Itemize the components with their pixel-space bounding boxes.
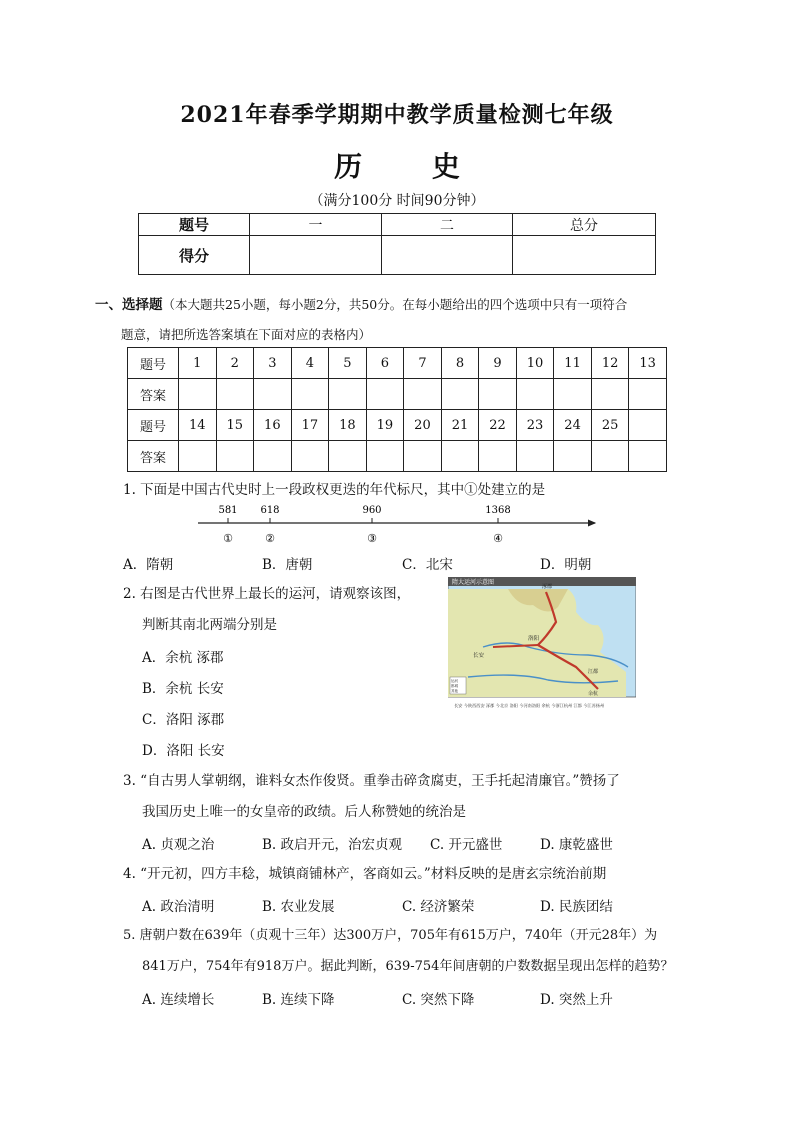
question-number-cell bbox=[629, 410, 667, 441]
answer-cell[interactable] bbox=[216, 441, 254, 472]
q2-option-a[interactable]: A．余杭 涿郡 bbox=[142, 650, 224, 666]
answer-cell[interactable] bbox=[291, 441, 329, 472]
score-header-no: 题号 bbox=[139, 214, 250, 236]
exam-info: （满分100分 时间90分钟） bbox=[309, 193, 485, 209]
map-legend-capital: 都城 bbox=[451, 684, 458, 688]
question-number-cell: 18 bbox=[329, 410, 367, 441]
score-cell[interactable] bbox=[382, 236, 513, 275]
q4-option-b[interactable]: B. 农业发展 bbox=[262, 899, 335, 915]
answer-cell[interactable] bbox=[516, 379, 554, 410]
question-number-cell: 13 bbox=[629, 348, 667, 379]
score-row-label: 得分 bbox=[139, 236, 250, 275]
timeline-year: 618 bbox=[260, 505, 280, 516]
q1-option-d[interactable]: D．明朝 bbox=[540, 557, 592, 573]
map-title: 隋大运河示意图 bbox=[452, 579, 495, 586]
question-number-cell: 14 bbox=[179, 410, 217, 441]
timeline-marker: ③ bbox=[367, 532, 377, 545]
q3-option-d[interactable]: D. 康乾盛世 bbox=[540, 837, 613, 853]
answer-cell[interactable] bbox=[516, 441, 554, 472]
q2-stem-line1: 2. 右图是古代世界上最长的运河，请观察该图， bbox=[123, 586, 411, 602]
answer-cell[interactable] bbox=[179, 441, 217, 472]
score-header-total: 总分 bbox=[513, 214, 656, 236]
question-number-cell: 3 bbox=[254, 348, 292, 379]
q5-option-b[interactable]: B. 连续下降 bbox=[262, 992, 335, 1008]
timeline-year: 960 bbox=[362, 505, 382, 516]
question-number-cell: 7 bbox=[404, 348, 442, 379]
map-label-luoyang: 洛阳 bbox=[528, 636, 540, 642]
question-number-cell: 6 bbox=[366, 348, 404, 379]
section1-instructions bbox=[95, 290, 715, 350]
answer-cell[interactable] bbox=[404, 379, 442, 410]
q3-option-a[interactable]: A. 贞观之治 bbox=[142, 837, 215, 853]
answer-cell[interactable] bbox=[216, 379, 254, 410]
map-legend-other: 其他 bbox=[451, 689, 458, 693]
q5-option-c[interactable]: C. 突然下降 bbox=[402, 992, 475, 1008]
answer-cell[interactable] bbox=[591, 441, 629, 472]
answer-cell[interactable] bbox=[366, 441, 404, 472]
answer-cell[interactable] bbox=[629, 379, 667, 410]
answer-cell[interactable] bbox=[554, 379, 592, 410]
q3-stem-line2: 我国历史上唯一的女皇帝的政绩。后人称赞她的统治是 bbox=[142, 804, 466, 820]
q2-option-b[interactable]: B．余杭 长安 bbox=[142, 681, 224, 697]
answer-label-no: 题号 bbox=[128, 348, 179, 379]
question-number-cell: 1 bbox=[179, 348, 217, 379]
question-number-cell: 5 bbox=[329, 348, 367, 379]
q1-timeline bbox=[190, 500, 610, 548]
subject-title: 历 史 bbox=[334, 150, 490, 183]
score-header-part2: 二 bbox=[382, 214, 513, 236]
answer-cell[interactable] bbox=[254, 379, 292, 410]
question-number-cell: 19 bbox=[366, 410, 404, 441]
timeline-year: 581 bbox=[218, 505, 238, 516]
q5-stem-line1: 5. 唐朝户数在639年（贞观十三年）达300万户，705年有615万户，740年（开元28年）为 bbox=[123, 928, 658, 943]
q5-stem-line2: 841万户，754年有918万户。据此判断，639-754年间唐朝的户数数据呈现出怎样的趋势？ bbox=[142, 959, 674, 974]
answer-cell[interactable] bbox=[404, 441, 442, 472]
answer-cell[interactable] bbox=[329, 379, 367, 410]
question-number-cell: 21 bbox=[441, 410, 479, 441]
map-notes: 长安 今陕西西安 涿郡 今北京 洛阳 今河南洛阳 余杭 今浙江杭州 江都 今江苏扬州 bbox=[454, 703, 605, 708]
answer-table bbox=[127, 347, 667, 472]
question-number-cell: 24 bbox=[554, 410, 592, 441]
q4-option-a[interactable]: A. 政治清明 bbox=[142, 899, 215, 915]
timeline-marker: ④ bbox=[493, 532, 503, 545]
q2-option-c[interactable]: C．洛阳 涿郡 bbox=[142, 712, 225, 728]
score-cell[interactable] bbox=[513, 236, 656, 275]
question-number-cell: 16 bbox=[254, 410, 292, 441]
question-number-cell: 23 bbox=[516, 410, 554, 441]
answer-cell[interactable] bbox=[479, 379, 517, 410]
question-number-cell: 12 bbox=[591, 348, 629, 379]
question-number-cell: 22 bbox=[479, 410, 517, 441]
question-number-cell: 9 bbox=[479, 348, 517, 379]
q3-option-c[interactable]: C. 开元盛世 bbox=[430, 837, 503, 853]
question-number-cell: 2 bbox=[216, 348, 254, 379]
q3-option-b[interactable]: B. 政启开元，治宏贞观 bbox=[262, 837, 403, 853]
answer-label-no: 题号 bbox=[128, 410, 179, 441]
q4-option-d[interactable]: D. 民族团结 bbox=[540, 899, 613, 915]
map-label-jiangdu: 江都 bbox=[588, 669, 599, 675]
answer-cell[interactable] bbox=[629, 441, 667, 472]
timeline-year: 1368 bbox=[485, 505, 511, 516]
map-label-zhuojun: 涿郡 bbox=[542, 584, 553, 590]
timeline-marker: ② bbox=[265, 532, 275, 545]
q5-option-d[interactable]: D. 突然上升 bbox=[540, 992, 613, 1008]
q5-option-a[interactable]: A. 连续增长 bbox=[142, 992, 215, 1008]
q4-option-c[interactable]: C. 经济繁荣 bbox=[402, 899, 475, 915]
map-label-changan: 长安 bbox=[473, 653, 485, 659]
answer-cell[interactable] bbox=[441, 379, 479, 410]
answer-cell[interactable] bbox=[329, 441, 367, 472]
exam-title: 2021年春季学期期中教学质量检测七年级 bbox=[180, 102, 614, 128]
question-number-cell: 17 bbox=[291, 410, 329, 441]
answer-label-ans: 答案 bbox=[128, 379, 179, 410]
section1-heading: 一、选择题 bbox=[95, 297, 163, 313]
q1-option-b[interactable]: B．唐朝 bbox=[262, 557, 313, 573]
answer-cell[interactable] bbox=[591, 379, 629, 410]
answer-cell[interactable] bbox=[254, 441, 292, 472]
q1-option-a[interactable]: A．隋朝 bbox=[123, 557, 174, 573]
score-header-part1: 一 bbox=[250, 214, 382, 236]
question-number-cell: 15 bbox=[216, 410, 254, 441]
answer-cell[interactable] bbox=[441, 441, 479, 472]
score-table bbox=[138, 213, 656, 275]
canal-map bbox=[448, 577, 636, 712]
map-legend-canal: 运河 bbox=[451, 679, 458, 683]
q3-stem-line1: 3. “自古男人掌朝纲，谁料女杰作俊贤。重拳击碎贪腐吏，王手托起清廉官。”赞扬了 bbox=[123, 773, 620, 789]
answer-cell[interactable] bbox=[179, 379, 217, 410]
map-label-yuhang: 余杭 bbox=[588, 691, 599, 697]
question-number-cell: 4 bbox=[291, 348, 329, 379]
section1-instr-line2: 题意，请把所选答案填在下面对应的表格内） bbox=[121, 327, 372, 342]
answer-cell[interactable] bbox=[554, 441, 592, 472]
question-number-cell: 8 bbox=[441, 348, 479, 379]
question-number-cell: 20 bbox=[404, 410, 442, 441]
section1-instr-line1: （本大题共25小题，每小题2分，共50分。在每小题给出的四个选项中只有一项符合 bbox=[162, 297, 628, 312]
q1-option-c[interactable]: C．北宋 bbox=[402, 557, 453, 573]
q1-stem: 1. 下面是中国古代史时上一段政权更迭的年代标尺，其中①处建立的是 bbox=[123, 482, 546, 498]
score-cell[interactable] bbox=[250, 236, 382, 275]
timeline-marker: ① bbox=[223, 532, 233, 545]
q4-stem: 4. “开元初，四方丰稔，城镇商铺林产，客商如云。”材料反映的是唐玄宗统治前期 bbox=[123, 866, 607, 882]
answer-cell[interactable] bbox=[366, 379, 404, 410]
question-number-cell: 11 bbox=[554, 348, 592, 379]
question-number-cell: 25 bbox=[591, 410, 629, 441]
answer-cell[interactable] bbox=[291, 379, 329, 410]
q2-option-d[interactable]: D．洛阳 长安 bbox=[142, 743, 225, 759]
answer-cell[interactable] bbox=[479, 441, 517, 472]
q2-stem-line2: 判断其南北两端分别是 bbox=[142, 617, 277, 633]
question-number-cell: 10 bbox=[516, 348, 554, 379]
answer-label-ans: 答案 bbox=[128, 441, 179, 472]
